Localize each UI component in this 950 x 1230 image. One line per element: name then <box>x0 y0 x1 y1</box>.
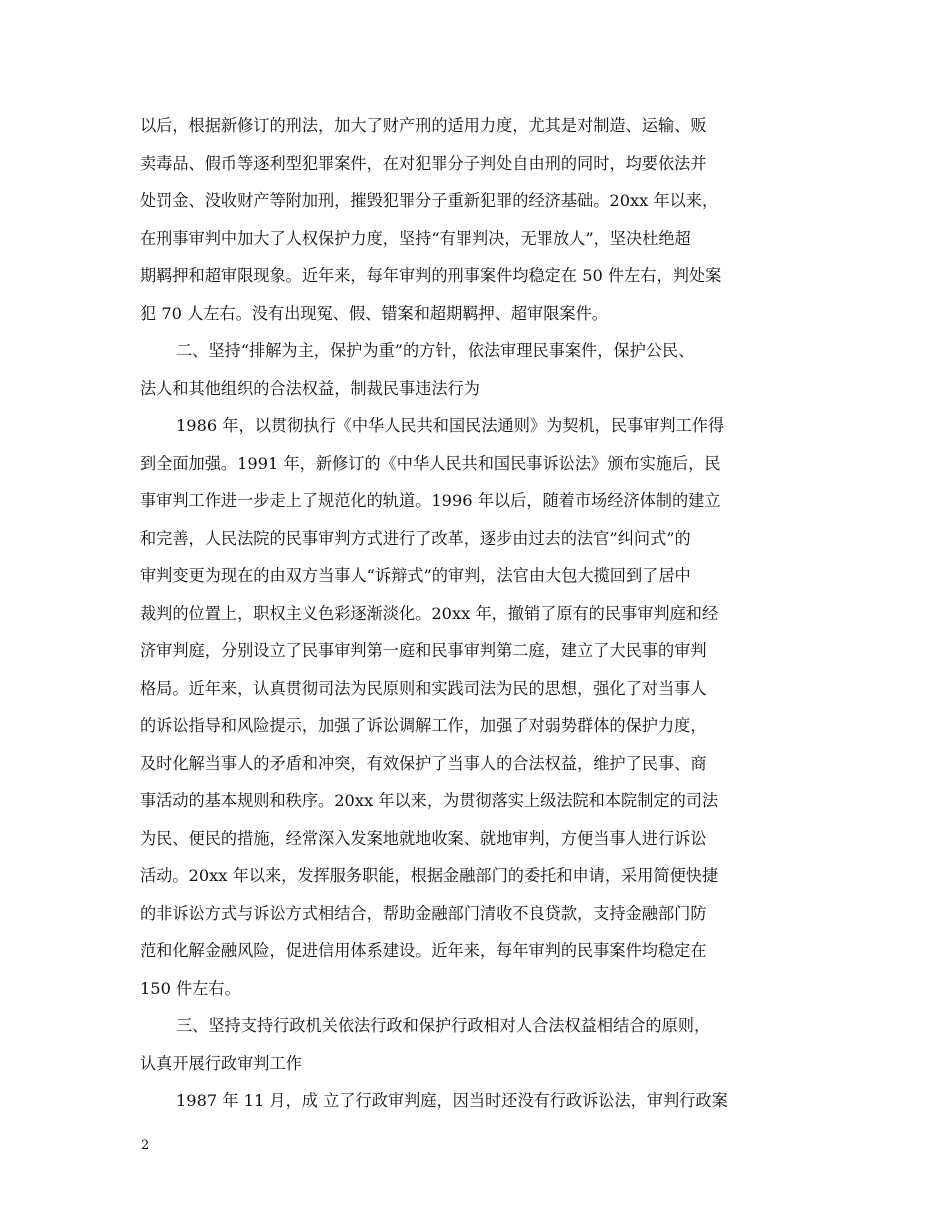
text-line: 到全面加强。1991 年，新修订的《中华人民共和国民事诉讼法》颁布实施后，民 <box>140 453 721 473</box>
text-line: 的诉讼指导和风险提示，加强了诉讼调解工作，加强了对弱势群体的保护力度， <box>140 716 707 735</box>
paragraph-start-line: 1986 年，以贯彻执行《中华人民共和国民法通则》为契机，民事审判工作得 <box>176 416 725 435</box>
text-line: 处罚金、没收财产等附加刑，摧毁犯罪分子重新犯罪的经济基础。20xx 年以来， <box>140 191 719 210</box>
text-line: 济审判庭，分别设立了民事审判第一庭和民事审判第二庭，建立了大民事的审判 <box>140 641 707 660</box>
text-line: 卖毒品、假币等逐利型犯罪案件，在对犯罪分子判处自由刑的同时，均要依法并 <box>140 153 707 173</box>
text-line: 范和化解金融风险，促进信用体系建设。近年来，每年审判的民事案件均稳定在 <box>140 941 707 960</box>
text-line: 以后，根据新修订的刑法，加大了财产刑的适用力度，尤其是对制造、运输、贩 <box>140 116 707 135</box>
text-line: 审判变更为现在的由双方当事人“诉辩式”的审判，法官由大包大揽回到了居中 <box>140 566 691 585</box>
text-line: 的非诉讼方式与诉讼方式相结合，帮助金融部门清收不良贷款，支持金融部门防 <box>140 903 707 923</box>
section-heading-line: 二、坚持“排解为主，保护为重”的方针，依法审理民事案件，保护公民、 <box>176 341 695 360</box>
text-line: 裁判的位置上，职权主义色彩逐渐淡化。20xx 年，撤销了原有的民事审判庭和经 <box>140 603 719 623</box>
document-body <box>140 107 810 1120</box>
text-line: 150 件左右。 <box>140 978 241 998</box>
section-heading-line: 认真开展行政审判工作 <box>140 1053 302 1073</box>
text-line: 期羁押和超审限现象。近年来，每年审判的刑事案件均稳定在 50 件左右，判处案 <box>140 266 722 285</box>
text-line: 为民、便民的措施，经常深入发案地就地收案、就地审判，方便当事人进行诉讼 <box>140 828 707 848</box>
section-heading-line: 三、坚持支持行政机关依法行政和保护行政相对人合法权益相结合的原则， <box>176 1016 711 1035</box>
text-line: 事审判工作进一步走上了规范化的轨道。1996 年以后，随着市场经济体制的建立 <box>140 491 721 510</box>
text-line: 事活动的基本规则和秩序。20xx 年以来，为贯彻落实上级法院和本院制定的司法 <box>140 791 719 810</box>
text-line: 活动。20xx 年以来，发挥服务职能，根据金融部门的委托和申请，采用简便快捷 <box>140 866 719 885</box>
text-line: 在刑事审判中加大了人权保护力度，坚持“有罪判决，无罪放人”，坚决杜绝超 <box>140 228 691 248</box>
text-line: 及时化解当事人的矛盾和冲突，有效保护了当事人的合法权益，维护了民事、商 <box>140 753 707 773</box>
text-line: 格局。近年来，认真贯彻司法为民原则和实践司法为民的思想，强化了对当事人 <box>140 678 707 698</box>
text-line: 和完善，人民法院的民事审判方式进行了改革，逐步由过去的法官”纠问式”的 <box>140 528 691 548</box>
page-number: 2 <box>141 1138 150 1153</box>
section-heading-line: 法人和其他组织的合法权益，制裁民事违法行为 <box>140 378 480 398</box>
text-line: 犯 70 人左右。没有出现冤、假、错案和超期羁押、超审限案件。 <box>140 303 608 323</box>
paragraph-start-line: 1987 年 11 月，成 立了行政审判庭，因当时还没有行政诉讼法，审判行政案 <box>176 1091 728 1110</box>
